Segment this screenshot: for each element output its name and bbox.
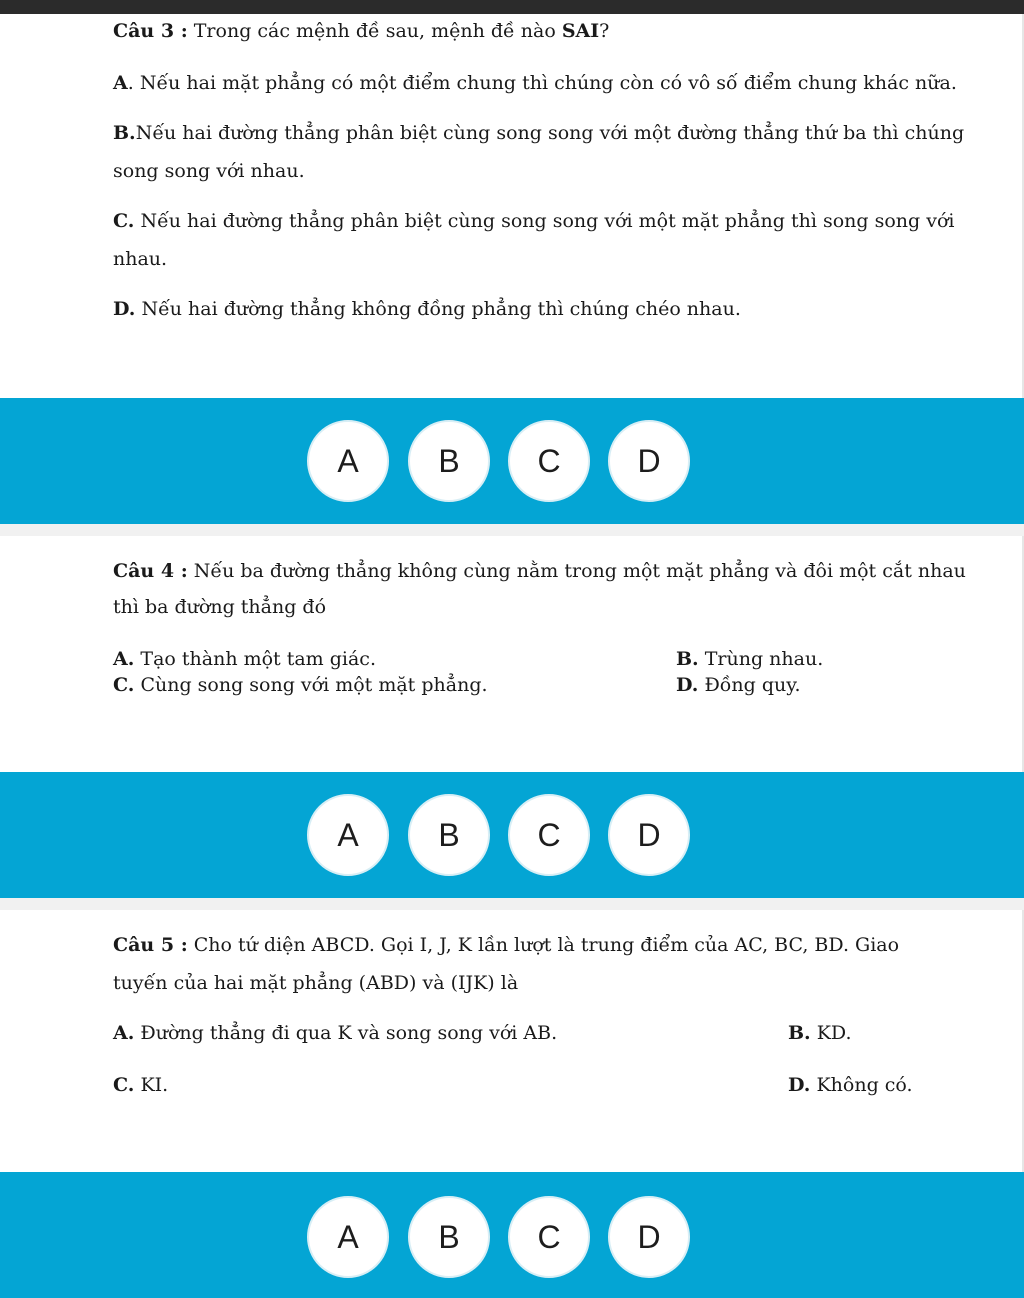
question-5-option-d: D. Không có. [788, 1074, 913, 1096]
answer-bar-q3 [0, 398, 1024, 524]
question-4-option-d: D. Đồng quy. [676, 674, 801, 696]
question-4-label: Câu 4 : [113, 560, 188, 582]
question-4-option-b: B. Trùng nhau. [676, 648, 824, 670]
answer-bar-q4 [0, 772, 1024, 898]
question-3-option-c-cont: nhau. [113, 248, 168, 270]
question-5-option-c: C. KI. [113, 1074, 169, 1096]
top-bar [0, 0, 1024, 14]
answer-button-a[interactable]: A [307, 1196, 389, 1278]
question-5-label: Câu 5 : [113, 934, 188, 956]
divider [0, 898, 1024, 910]
answer-button-d[interactable]: D [608, 794, 690, 876]
question-4-option-a: A. Tạo thành một tam giác. [113, 648, 376, 670]
answer-button-b[interactable]: B [408, 420, 490, 502]
answer-button-c[interactable]: C [508, 794, 590, 876]
question-3-option-d: D. Nếu hai đường thẳng không đồng phẳng thì chúng chéo nhau. [113, 298, 741, 320]
answer-button-d[interactable]: D [608, 1196, 690, 1278]
question-3-option-c: C. Nếu hai đường thẳng phân biệt cùng song song với một mặt phẳng thì song song với [113, 210, 955, 232]
question-5-card [0, 910, 1024, 1172]
question-5-stem: Câu 5 : Cho tứ diện ABCD. Gọi I, J, K lần lượt là trung điểm của AC, BC, BD. Giao [113, 934, 900, 956]
question-3-option-b: B.Nếu hai đường thẳng phân biệt cùng song song với một đường thẳng thứ ba thì chúng [113, 122, 965, 144]
question-4-card [0, 536, 1024, 772]
answer-button-a[interactable]: A [307, 794, 389, 876]
question-3-label: Câu 3 : [113, 20, 188, 42]
answer-button-c[interactable]: C [508, 1196, 590, 1278]
answer-button-d[interactable]: D [608, 420, 690, 502]
question-5-option-b: B. KD. [788, 1022, 852, 1044]
question-5-option-a: A. Đường thẳng đi qua K và song song với AB. [113, 1022, 558, 1044]
question-3-stem: Câu 3 : Trong các mệnh đề sau, mệnh đề nào SAI? [113, 20, 610, 42]
question-3-option-b-cont: song song với nhau. [113, 160, 305, 182]
question-4-stem: Câu 4 : Nếu ba đường thẳng không cùng nằm trong một mặt phẳng và đôi một cắt nhau [113, 560, 966, 582]
question-4-stem-cont: thì ba đường thẳng đó [113, 596, 327, 618]
answer-button-c[interactable]: C [508, 420, 590, 502]
question-5-stem-cont: tuyến của hai mặt phẳng (ABD) và (IJK) là [113, 972, 519, 994]
answer-button-b[interactable]: B [408, 794, 490, 876]
answer-bar-q5 [0, 1172, 1024, 1298]
answer-button-b[interactable]: B [408, 1196, 490, 1278]
question-3-card [0, 14, 1024, 398]
question-3-option-a: A. Nếu hai mặt phẳng có một điểm chung thì chúng còn có vô số điểm chung khác nữa. [113, 72, 957, 94]
divider [0, 524, 1024, 536]
answer-button-a[interactable]: A [307, 420, 389, 502]
question-4-option-c: C. Cùng song song với một mặt phẳng. [113, 674, 488, 696]
